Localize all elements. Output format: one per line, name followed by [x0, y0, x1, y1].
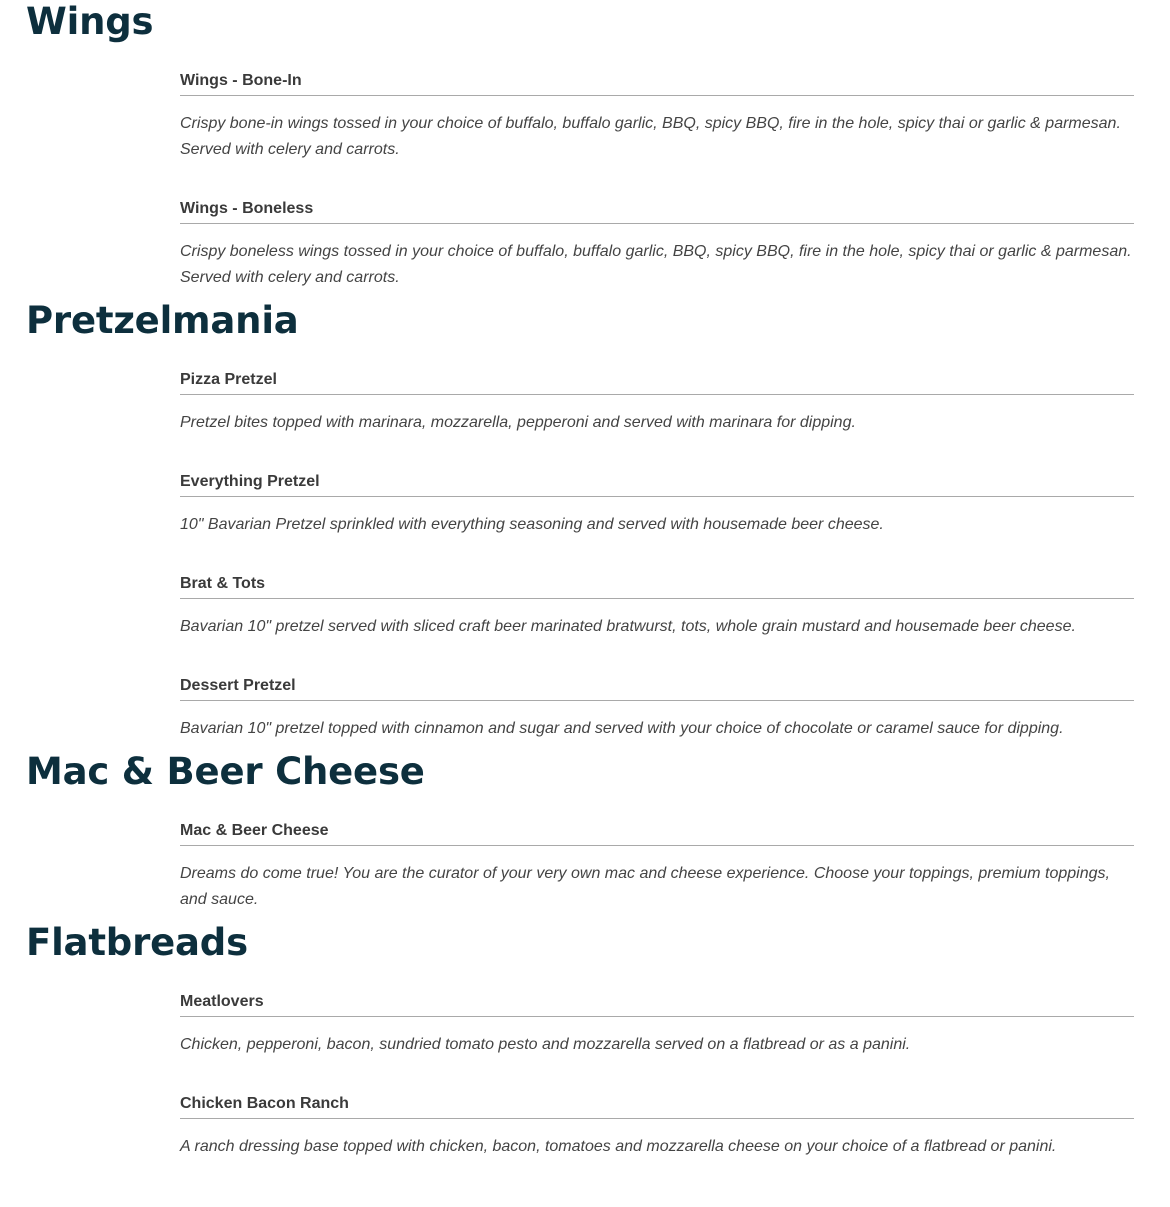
section-title: Pretzelmania	[26, 299, 299, 342]
menu-item-list	[0, 993, 1170, 1160]
menu-item-description: Chicken, pepperoni, bacon, sundried tomato pesto and mozzarella served on a flatbread or as a panini.	[180, 1036, 911, 1053]
menu-item-description: Pretzel bites topped with marinara, mozzarella, pepperoni and served with marinara for dipping.	[180, 414, 856, 431]
section-flatbreads	[0, 913, 1170, 1160]
menu-item-name: Wings - Boneless	[180, 200, 1134, 224]
menu-item	[180, 677, 1134, 742]
menu-item-description: A ranch dressing base topped with chicken, bacon, tomatoes and mozzarella cheese on your choice of a flatbread or panini.	[180, 1138, 1057, 1155]
menu-item-list	[0, 371, 1170, 742]
menu-item	[180, 822, 1134, 913]
section-title: Wings	[26, 0, 154, 43]
menu-item-name: Pizza Pretzel	[180, 371, 1134, 395]
menu-item-name: Wings - Bone-In	[180, 72, 1134, 96]
menu-item	[180, 371, 1134, 436]
menu-item-description: Bavarian 10" pretzel topped with cinnamon and sugar and served with your choice of chocolate or caramel sauce for dipping.	[180, 720, 1064, 737]
menu-item-description: Crispy bone-in wings tossed in your choice of buffalo, buffalo garlic, BBQ, spicy BBQ, fire in the hole, spicy thai or garlic & parmesan. Served with celery and carrots.	[180, 115, 1121, 158]
menu-item-description: Dreams do come true! You are the curator of your very own mac and cheese experience. Choose your toppings, premium toppings, and sauce.	[180, 865, 1110, 908]
section-title: Mac & Beer Cheese	[26, 750, 425, 793]
section-pretzelmania	[0, 291, 1170, 742]
menu-item-name: Brat & Tots	[180, 575, 1134, 599]
section-mac-beer-cheese	[0, 742, 1170, 913]
menu-item-name: Chicken Bacon Ranch	[180, 1095, 1134, 1119]
menu-item-name: Meatlovers	[180, 993, 1134, 1017]
menu-item-description: Bavarian 10" pretzel served with sliced craft beer marinated bratwurst, tots, whole grain mustard and housemade beer cheese.	[180, 618, 1076, 635]
menu-item	[180, 200, 1134, 291]
menu-item-name: Everything Pretzel	[180, 473, 1134, 497]
menu-item-list	[0, 72, 1170, 291]
menu-item	[180, 575, 1134, 640]
section-title: Flatbreads	[26, 921, 248, 964]
menu-item	[180, 72, 1134, 163]
menu-item-name: Dessert Pretzel	[180, 677, 1134, 701]
menu-item-name: Mac & Beer Cheese	[180, 822, 1134, 846]
menu-item	[180, 1095, 1134, 1160]
menu-item-description: Crispy boneless wings tossed in your choice of buffalo, buffalo garlic, BBQ, spicy BBQ, fire in the hole, spicy thai or garlic & parmesan. Served with celery and carrots.	[180, 243, 1132, 286]
menu-item	[180, 993, 1134, 1058]
menu-item-list	[0, 822, 1170, 913]
section-wings	[0, 0, 1170, 291]
menu-item	[180, 473, 1134, 538]
menu-item-description: 10" Bavarian Pretzel sprinkled with everything seasoning and served with housemade beer cheese.	[180, 516, 884, 533]
